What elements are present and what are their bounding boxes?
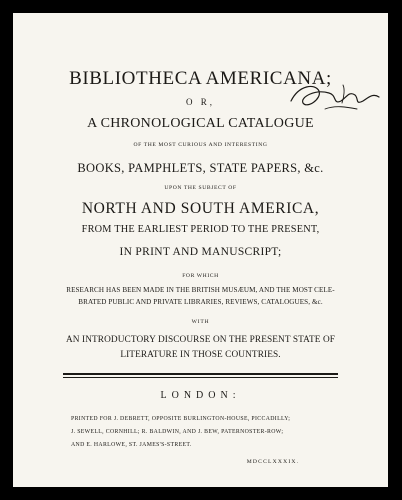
handwritten-signature	[285, 75, 385, 125]
books-line: BOOKS, PAMPHLETS, STATE PAPERS, &c.	[77, 161, 324, 175]
research-line-2: BRATED PUBLIC AND PRIVATE LIBRARIES, REVIEWS, CATALOGUES, &c.	[78, 298, 323, 306]
descriptor-curious: OF THE MOST CURIOUS AND INTERESTING	[133, 142, 268, 148]
printer-line-3: AND E. HARLOWE, ST. JAMES'S-STREET.	[71, 442, 192, 448]
or-conjunction: O R,	[185, 97, 215, 107]
print-line: IN PRINT AND MANUSCRIPT;	[119, 246, 282, 258]
book-title: BIBLIOTHECA AMERICANA;	[69, 68, 332, 89]
intro-line-1: AN INTRODUCTORY DISCOURSE ON THE PRESENT STATE OF	[65, 335, 336, 345]
thick-rule	[63, 373, 338, 375]
imprint-date: MDCCLXXXIX.	[246, 459, 300, 465]
research-line-1: RESEARCH HAS BEEN MADE IN THE BRITISH MUSÆUM, AND THE MOST CELE-	[66, 286, 335, 294]
with-line: WITH	[191, 319, 210, 325]
intro-line-2: LITERATURE IN THOSE COUNTRIES.	[120, 350, 281, 360]
imprint-city: LONDON:	[160, 390, 241, 401]
for-which-line: FOR WHICH	[182, 273, 219, 279]
printer-line-1: PRINTED FOR J. DEBRETT, OPPOSITE BURLINGTON-HOUSE, PICCADILLY;	[71, 416, 291, 422]
book-subtitle: A CHRONOLOGICAL CATALOGUE	[87, 116, 314, 131]
america-line: NORTH AND SOUTH AMERICA,	[81, 200, 320, 217]
printer-line-2: J. SEWELL, CORNHILL; R. BALDWIN, AND J. BEW, PATERNOSTER-ROW;	[71, 429, 284, 435]
thin-rule	[63, 377, 338, 378]
title-page	[13, 13, 388, 487]
descriptor-upon: UPON THE SUBJECT OF	[164, 185, 237, 191]
period-line: FROM THE EARLIEST PERIOD TO THE PRESENT,	[81, 224, 320, 235]
